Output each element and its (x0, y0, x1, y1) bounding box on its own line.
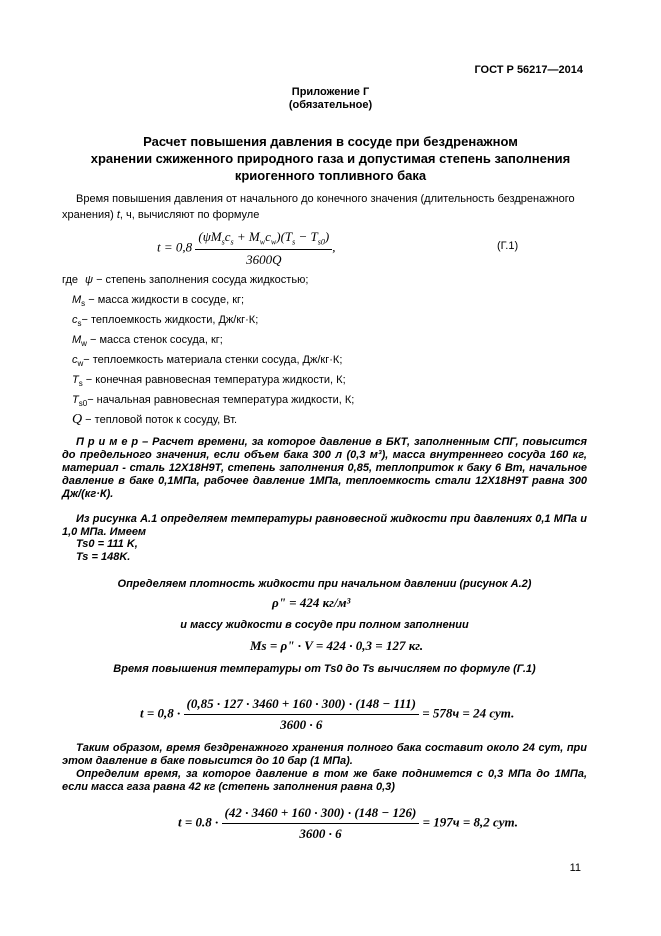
definitions-where: где (62, 274, 79, 286)
equation-2 (140, 696, 514, 733)
definition-symbol: c (72, 314, 78, 326)
definition-symbol: Q (72, 412, 83, 427)
definition-text: − начальная равновесная температура жидкости, К; (87, 394, 355, 406)
example-paragraph-4: Определим время, за которое давление в том же баке поднимется с 0,3 МПа до 1МПа, если масса газа равна 42 кг (степень заполнения равна 0,3) (62, 768, 587, 793)
definition-item (72, 394, 354, 408)
definition-text: − степень заполнения сосуда жидкостью; (93, 274, 309, 286)
formula-g1-denominator: 3600Q (246, 251, 282, 267)
definition-item (72, 374, 346, 388)
density-intro: Определяем плотность жидкости при начальном давлении (рисунок А.2) (117, 578, 532, 590)
formula-g1 (157, 229, 335, 268)
definition-item (72, 294, 244, 308)
definition-text: − тепловой поток к сосуду, Вт. (82, 414, 238, 426)
definition-symbol: c (72, 354, 78, 366)
appendix-title: Приложение Г (291, 86, 370, 98)
mass-intro: и массу жидкости в сосуде при полном заполнении (180, 619, 469, 631)
example-ts: Ts = 148K. (76, 551, 131, 563)
eq3-lhs: t = 0.8 · (178, 814, 219, 830)
intro-var-t: t (116, 209, 120, 221)
intro-line-2a: хранения) (62, 209, 117, 221)
definition-item (85, 274, 308, 286)
formula-g1-lhs: t = 0,8 (157, 239, 193, 255)
density-equation: ρ" = 424 кг/м³ (272, 595, 351, 610)
definition-text: − масса стенок сосуда, кг; (86, 334, 223, 346)
example-ts0: Ts0 = 111 K, (76, 538, 138, 550)
eq2-denominator: 3600 · 6 (280, 717, 323, 732)
definition-item (72, 354, 342, 368)
definition-subscript: s (81, 299, 86, 309)
definition-text: − масса жидкости в сосуде, кг; (85, 294, 245, 306)
eq2-lhs: t = 0,8 · (140, 705, 181, 721)
definition-symbol: T (72, 394, 79, 406)
definition-subscript: w (81, 339, 87, 349)
formula-g1-number: (Г.1) (497, 240, 519, 252)
definition-subscript: s (78, 379, 83, 389)
intro-paragraph (62, 191, 587, 223)
eq3-rhs: = 197ч = 8,2 сут. (422, 814, 519, 830)
example-paragraph-2: Из рисунка А.1 определяем температуры равновесной жидкости при давлениях 0,1 МПа и 1,0 МПа. Имеем (62, 513, 587, 538)
intro-line-2b: , ч, вычисляют по формуле (119, 209, 260, 221)
eq3-numerator: (42 · 3460 + 160 · 300) · (148 − 126) (222, 805, 420, 824)
definition-symbol: M (72, 334, 82, 346)
definition-subscript: w (77, 359, 84, 369)
title-line-1: Расчет повышения давления в сосуде при бездренажном (143, 134, 518, 149)
appendix-subtitle: (обязательное) (288, 99, 373, 111)
eq2-rhs: = 578ч = 24 сут. (422, 705, 515, 721)
eq2-numerator: (0,85 · 127 · 3460 + 160 · 300) · (148 − 111) (184, 696, 419, 715)
title-line-3: криогенного топливного бака (234, 168, 427, 183)
time-intro: Время повышения температуры от Ts0 до Ts вычисляем по формуле (Г.1) (113, 663, 536, 675)
definition-symbol: ψ (85, 274, 94, 286)
definition-subscript: s (77, 319, 82, 329)
definition-item (72, 314, 258, 328)
definition-text: − теплоемкость жидкости, Дж/кг·К; (81, 314, 259, 326)
title-line-2: хранении сжиженного природного газа и допустимая степень заполнения (90, 151, 571, 166)
definition-text: − теплоемкость материала стенки сосуда, Дж/кг·К; (83, 354, 343, 366)
page-number: 11 (569, 862, 581, 874)
definition-item (72, 334, 223, 348)
mass-equation: Ms = ρ" · V = 424 · 0,3 = 127 кг. (250, 638, 424, 653)
equation-3 (178, 805, 518, 842)
example-paragraph-1: П р и м е р – Расчет времени, за которое давление в БКТ, заполненным СПГ, повысится до предельного значения, если объем бака 300 л (0,3 м³), масса внутреннего сосуда 160 кг, материал - сталь 12Х18Н9Т, степень заполнения 0,85, теплоприток к баку 6 Вт, начальное давление в баке 0,1МПа, рабочее давление 1МПа, теплоемкость стали 12Х18Н9Т равна 300 Дж/(кг·К). (62, 436, 587, 500)
formula-g1-numerator: $(\psi M_sc_s + M_wc_w)(T_s - T_{s0})$ (195, 229, 332, 250)
eq3-fraction (222, 805, 420, 842)
intro-line-1: Время повышения давления от начального до конечного значения (длительность бездренажного (76, 193, 575, 205)
formula-g1-comma: , (332, 239, 336, 255)
definition-item (72, 412, 237, 428)
eq3-denominator: 3600 · 6 (299, 826, 342, 841)
formula-g1-fraction (195, 229, 332, 268)
standard-number: ГОСТ Р 56217—2014 (474, 64, 583, 76)
definition-text: − конечная равновесная температура жидкости, К; (82, 374, 346, 386)
definition-symbol: T (72, 374, 79, 386)
example-paragraph-3: Таким образом, время бездренажного хранения полного бака составит около 24 сут, при этом давление в баке повысится до 10 бар (1 МПа). (62, 742, 587, 767)
definition-symbol: M (72, 294, 82, 306)
definition-subscript: s0 (78, 399, 88, 409)
document-title (0, 133, 661, 184)
eq2-fraction (184, 696, 419, 733)
